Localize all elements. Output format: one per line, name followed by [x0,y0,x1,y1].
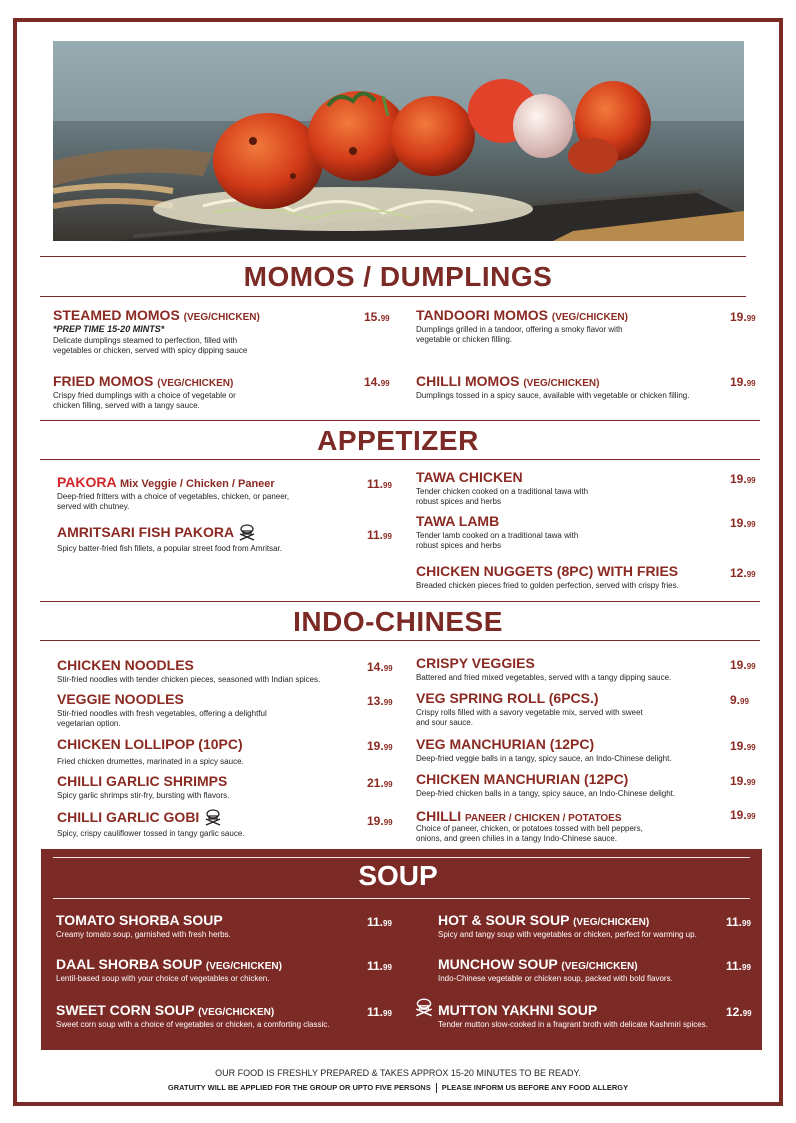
section-title-soup: SOUP [358,860,438,891]
menu-item: CHILLI GARLIC GOBI Spicy, crispy cauliflower tossed in tangy garlic sauce. [57,809,245,839]
item-price: 19.99 [730,739,756,753]
hero-food-photo [53,41,744,241]
item-price: 19.99 [730,472,756,486]
item-price: 19.99 [730,774,756,788]
item-price: 11.99 [367,915,392,929]
section-title-appetizer: APPETIZER [317,425,479,456]
item-price: 9.99 [730,693,749,707]
item-price: 15.99 [364,310,390,324]
item-price: 19.99 [730,658,756,672]
item-price: 19.99 [730,808,756,822]
chef-special-icon [237,524,257,542]
item-price: 19.99 [730,310,756,324]
soup-items [41,849,762,1050]
item-price: 12.99 [726,1005,752,1019]
menu-item: CRISPY VEGGIES Battered and fried mixed vegetables, served with a tangy dipping sauce. [416,655,672,682]
item-price: 19.99 [730,516,756,530]
item-price: 11.99 [367,959,392,973]
item-price: 11.99 [367,477,392,491]
menu-item: DAAL SHORBA SOUP (VEG/CHICKEN) Lentil-based soup with your choice of vegetables or chicken. [56,956,282,983]
menu-item: VEGGIE NOODLES Stir-fried noodles with fresh vegetables, offering a delightful vegetarian option. [57,691,267,728]
item-price: 19.99 [367,814,393,828]
menu-item: CHILLI GARLIC SHRIMPS Spicy garlic shrimps stir-fry, bursting with flavors. [57,773,230,800]
menu-item: CHICKEN NUGGETS (8PC) WITH FRIES Breaded chicken pieces fried to golden perfection, served with crispy fries. [416,563,679,590]
footer-policy: GRATUITY WILL BE APPLIED FOR THE GROUP OR UPTO FIVE PERSONS PLEASE INFORM US BEFORE ANY FOOD ALLERGY [167,1083,629,1092]
menu-item: CHICKEN NOODLES Stir-fried noodles with tender chicken pieces, seasoned with Indian spices. [57,657,321,684]
section-rule [40,296,746,297]
menu-item: VEG SPRING ROLL (6PCS.) Crispy rolls filled with a savory vegetable mix, served with sweet and sour sauce. [416,690,643,727]
item-price: 14.99 [364,375,390,389]
menu-item: AMRITSARI FISH PAKORA Spicy batter-fried fish fillets, a popular street food from Amritsar. [57,524,282,554]
item-price: 11.99 [726,959,751,973]
menu-item: PAKORA Mix Veggie / Chicken / Paneer Deep-fried fritters with a choice of vegetables, chicken, or paneer, served with chutney. [57,474,290,511]
section-rule [40,420,760,421]
chef-special-icon [203,809,223,827]
section-title-momos: MOMOS / DUMPLINGS [243,261,553,292]
menu-item: VEG MANCHURIAN (12PC) Deep-fried veggie balls in a tangy, spicy sauce, an Indo-Chinese delight. [416,736,672,763]
footer-note: OUR FOOD IS FRESHLY PREPARED & TAKES APPROX 15-20 MINUTES TO BE READY. [215,1068,581,1078]
menu-item: STEAMED MOMOS (VEG/CHICKEN) *PREP TIME 15-20 MINTS* Delicate dumplings steamed to perfection, filled with vegetables or chicken, served with spicy dipping sauce [53,307,260,355]
menu-item: MUNCHOW SOUP (VEG/CHICKEN) Indo-Chinese vegetable or chicken soup, packed with bold flavors. [438,956,673,983]
section-rule [40,256,746,257]
menu-item: CHICKEN MANCHURIAN (12PC) Deep-fried chicken balls in a tangy, spicy sauce, an Indo-Chinese delight. [416,771,676,798]
section-rule [40,640,760,641]
menu-item: HOT & SOUR SOUP (VEG/CHICKEN) Spicy and tangy soup with vegetables or chicken, perfect for warming up. [438,912,697,939]
menu-item: CHILLI PANEER / CHICKEN / POTATOES Choice of paneer, chicken, or potatoes tossed with bell peppers, onions, and green chilies in a tangy Indo-Chinese sauce. [416,808,643,843]
item-price: 21.99 [367,776,393,790]
section-title-indo-chinese: INDO-CHINESE [293,606,503,637]
item-price: 14.99 [367,660,393,674]
item-price: 12.99 [730,566,756,580]
item-price: 11.99 [367,1005,392,1019]
menu-item: MUTTON YAKHNI SOUP Tender mutton slow-cooked in a fragrant broth with delicate Kashmiri spices. [438,1002,708,1029]
section-rule [40,601,760,602]
menu-item: CHICKEN LOLLIPOP (10PC) Fried chicken drumettes, marinated in a spicy sauce. [57,736,244,766]
menu-item: TAWA CHICKEN Tender chicken cooked on a traditional tawa with robust spices and herbs [416,469,589,506]
menu-item: FRIED MOMOS (VEG/CHICKEN) Crispy fried dumplings with a choice of vegetable or chicken filling, served with a tangy sauce. [53,373,236,410]
item-price: 13.99 [367,694,393,708]
menu-item: SWEET CORN SOUP (VEG/CHICKEN) Sweet corn soup with a choice of vegetables or chicken, a comforting classic. [56,1002,330,1029]
menu-item: TANDOORI MOMOS (VEG/CHICKEN) Dumplings grilled in a tandoor, offering a smoky flavor with vegetable or chicken filling. [416,307,628,344]
chef-special-icon [413,997,435,1019]
menu-item: TOMATO SHORBA SOUP Creamy tomato soup, garnished with fresh herbs. [56,912,231,939]
menu-item: TAWA LAMB Tender lamb cooked on a traditional tawa with robust spices and herbs [416,513,579,550]
section-rule [40,459,760,460]
item-price: 19.99 [730,375,756,389]
item-price: 19.99 [367,739,393,753]
item-price: 11.99 [726,915,751,929]
item-price: 11.99 [367,528,392,542]
menu-item: CHILLI MOMOS (VEG/CHICKEN) Dumplings tossed in a spicy sauce, available with vegetable or chicken filling. [416,373,690,400]
